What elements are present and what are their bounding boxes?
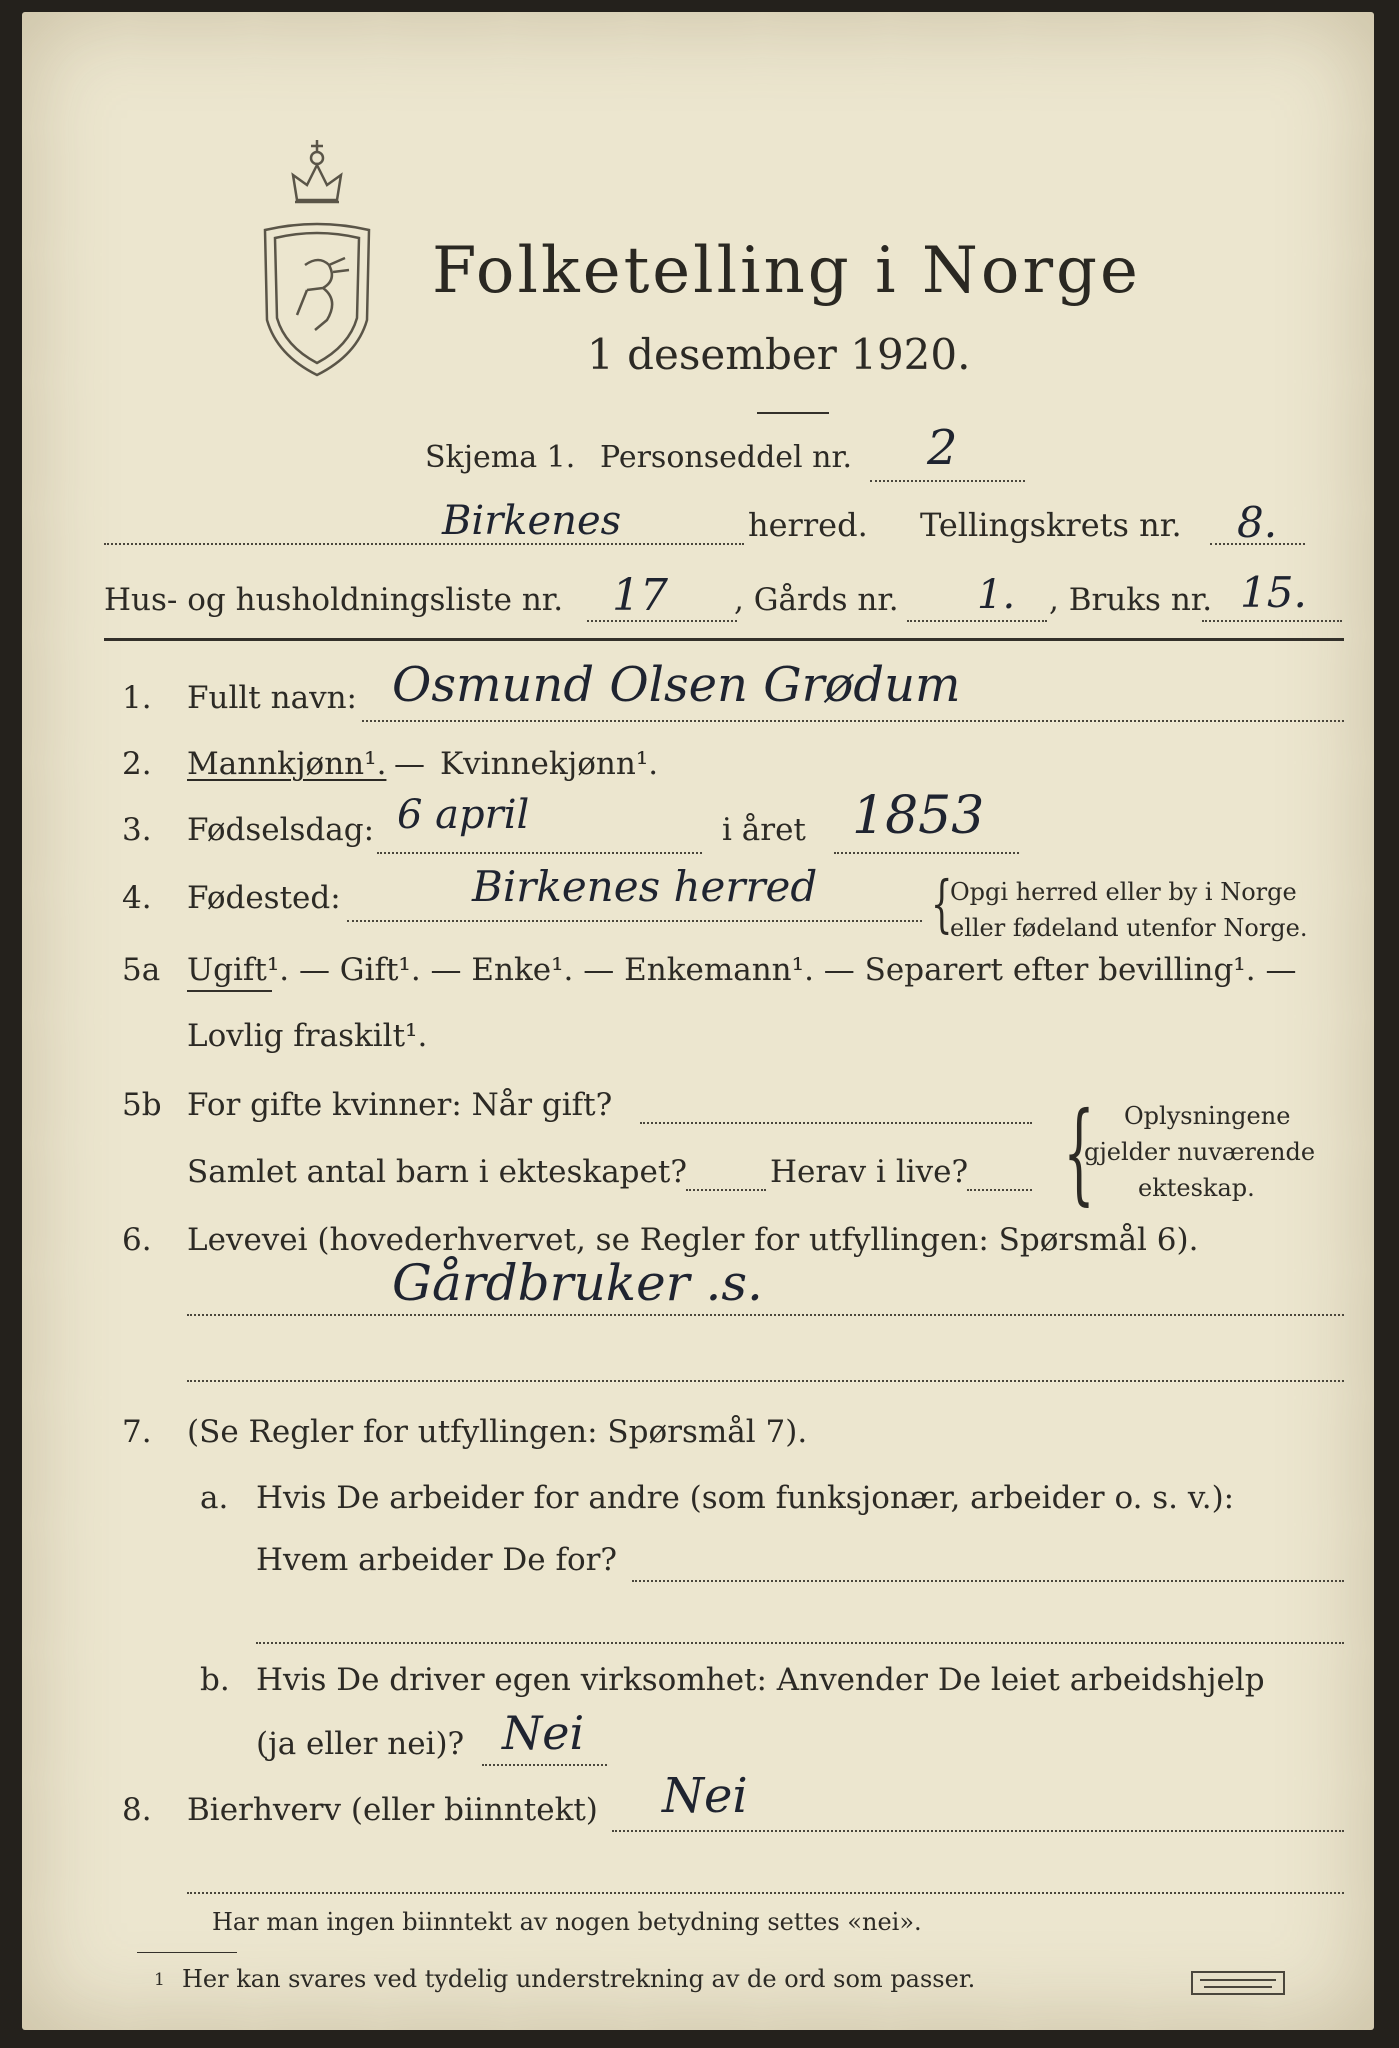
header-divider [104,638,1344,641]
q3-number: 3. [122,812,152,848]
q4-brace: { [930,867,953,940]
q3-year-label: i året [722,812,806,848]
q5a-ugift-underline [187,990,272,992]
q7a-line-1 [632,1580,1344,1582]
hus-value[interactable]: 17 [612,570,668,621]
q5b-alive-label: Herav i live? [770,1154,969,1190]
footnote-text: Her kan svares ved tydelig understrekning av de ord som passer. [182,1965,976,1993]
tellingskrets-label: Tellingskrets nr. [920,506,1182,544]
q2-female[interactable]: Kvinnekjønn¹. [440,746,659,782]
title-divider [757,412,829,414]
q5b-brace: { [1063,1088,1095,1216]
q7a-line2: Hvem arbeider De for? [256,1542,618,1578]
q8-number: 8. [122,1792,152,1828]
q4-line [347,920,922,922]
q6-line-1 [187,1314,1344,1316]
q3-label: Fødselsdag: [187,812,375,848]
q8-value[interactable]: Nei [662,1768,748,1824]
q2-separator: — [394,746,425,782]
q7-label: (Se Regler for utfyllingen: Spørsmål 7). [187,1414,808,1450]
form-title: Folketelling i Norge [432,234,1141,308]
q3-year-value[interactable]: 1853 [852,786,985,846]
q4-number: 4. [122,880,152,916]
q7b-number: b. [200,1662,230,1698]
census-form-sheet [22,12,1374,2030]
q7a-line-2 [256,1642,1344,1644]
q6-line-2 [187,1380,1344,1382]
q5a-options-2[interactable]: Lovlig fraskilt¹. [187,1018,428,1054]
gards-value[interactable]: 1. [977,572,1016,618]
q8-line-1 [612,1830,1344,1832]
q8-line-2 [187,1892,1344,1894]
q7b-line1: Hvis De driver egen virksomhet: Anvender De leiet arbeidshjelp [256,1662,1265,1698]
q1-line [362,720,1344,722]
q7a-number: a. [200,1480,229,1516]
q4-value[interactable]: Birkenes herred [472,862,818,911]
q7-number: 7. [122,1414,152,1450]
hus-label: Hus- og husholdningsliste nr. [104,582,564,618]
bruks-value[interactable]: 15. [1240,568,1307,617]
skjema-label: Skjema 1. [425,440,576,475]
q5b-note-3: ekteskap. [1138,1174,1255,1202]
q3-year-line [834,852,1019,854]
q2-number: 2. [122,746,152,782]
census-date: 1 desember 1920. [587,330,971,379]
tellingskrets-value[interactable]: 8. [1237,498,1278,547]
q5b-line1: For gifte kvinner: Når gift? [187,1087,613,1123]
herred-value[interactable]: Birkenes [442,498,622,544]
footnote-mark: 1 [154,1970,165,1990]
q1-label: Fullt navn: [187,680,357,716]
herred-label: herred. [748,506,868,544]
q1-number: 1. [122,680,152,716]
gards-label: , Gårds nr. [734,582,899,618]
personseddel-value[interactable]: 2 [927,420,958,476]
q8-label: Bierhverv (eller biinntekt) [187,1792,598,1828]
q6-label: Levevei (hovederhvervet, se Regler for utfyllingen: Spørsmål 6). [187,1222,1199,1258]
nei-note: Har man ingen biinntekt av nogen betydning settes «nei». [212,1908,922,1936]
q5b-alive-line [967,1189,1032,1191]
q1-value[interactable]: Osmund Olsen Grødum [392,657,961,713]
q3-value[interactable]: 6 april [397,792,530,838]
q5b-married-line [640,1122,1032,1124]
q7b-line [482,1764,607,1766]
q5a-options[interactable]: Ugift¹. — Gift¹. — Enke¹. — Enkemann¹. — Separert efter bevilling¹. — [187,952,1297,988]
q5b-number: 5b [122,1087,162,1123]
bruks-label: , Bruks nr. [1049,582,1213,618]
q4-note-2: eller fødeland utenfor Norge. [950,914,1308,942]
q5b-note-2: gjelder nuværende [1084,1138,1316,1166]
personseddel-label: Personseddel nr. [600,440,853,475]
q7a-line1: Hvis De arbeider for andre (som funksjonær, arbeider o. s. v.): [256,1480,1235,1516]
q5a-number: 5a [122,952,161,988]
q4-note-1: Opgi herred eller by i Norge [950,878,1297,906]
footnote-divider [137,1952,237,1953]
personseddel-line [870,480,1025,482]
q7b-value[interactable]: Nei [502,1706,585,1760]
q5b-note-1: Oplysningene [1124,1102,1291,1130]
q4-label: Fødested: [187,880,341,916]
q5b-children-label: Samlet antal barn i ekteskapet? [187,1154,687,1190]
bruks-line [1202,620,1342,622]
q2-male[interactable]: Mannkjønn¹. [187,746,387,782]
gards-line [907,620,1047,622]
q6-value[interactable]: Gårdbruker .s. [392,1254,763,1312]
printer-stamp-icon [1190,1970,1286,1996]
q3-date-line [377,852,702,854]
coat-of-arms-icon [257,130,377,380]
q7b-line2: (ja eller nei)? [256,1726,465,1762]
q6-number: 6. [122,1222,152,1258]
q5b-children-line [686,1189,766,1191]
herred-line [104,543,744,545]
